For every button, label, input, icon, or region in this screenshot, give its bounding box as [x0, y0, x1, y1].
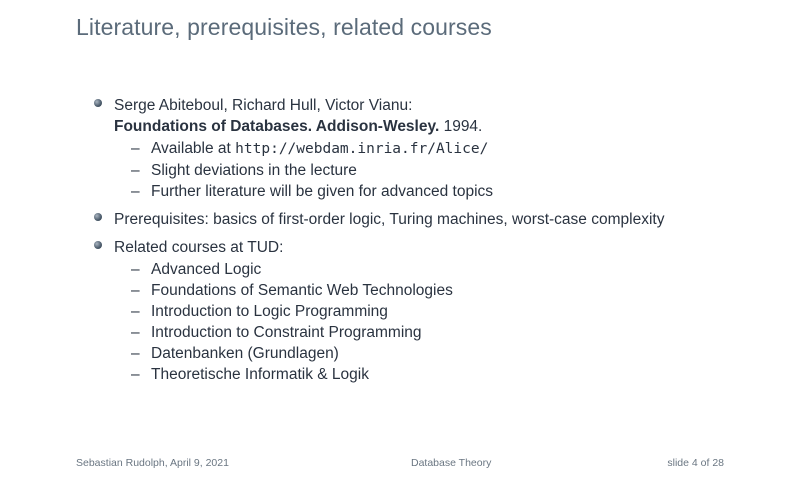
sub-item-further: [114, 181, 774, 202]
book-title: Foundations of Databases. Addison-Wesley.: [114, 118, 440, 135]
course-item: [114, 280, 774, 301]
course-name: Introduction to Logic Programming: [151, 303, 388, 320]
course-item: [114, 364, 774, 385]
dash-icon: –: [131, 282, 140, 299]
course-item: [114, 259, 774, 280]
dash-icon: –: [131, 162, 140, 179]
dash-icon: –: [131, 183, 140, 200]
course-item: [114, 301, 774, 322]
bullet-icon: [94, 213, 102, 221]
course-name: Introduction to Constraint Programming: [151, 324, 422, 341]
course-item: [114, 322, 774, 343]
slide-title: Literature, prerequisites, related courses: [76, 14, 492, 40]
deviations-text: Slight deviations in the lecture: [151, 162, 357, 179]
sub-item-available: [114, 138, 774, 160]
course-name: Foundations of Semantic Web Technologies: [151, 282, 453, 299]
further-text: Further literature will be given for advanced topics: [151, 183, 494, 200]
course-item: [114, 343, 774, 364]
dash-icon: –: [131, 303, 140, 320]
dash-icon: –: [131, 140, 140, 157]
available-url-link[interactable]: http://webdam.inria.fr/Alice/: [235, 141, 489, 157]
course-name: Datenbanken (Grundlagen): [151, 345, 339, 362]
footer-author-date: Sebastian Rudolph, April 9, 2021: [76, 457, 229, 469]
dash-icon: –: [131, 345, 140, 362]
dash-icon: –: [131, 324, 140, 341]
course-name: Theoretische Informatik & Logik: [151, 366, 369, 383]
bullet-prerequisites: [94, 209, 774, 230]
slide-content: [94, 95, 774, 392]
dash-icon: –: [131, 261, 140, 278]
related-courses-list: [114, 259, 774, 385]
book-year: 1994.: [439, 118, 483, 135]
footer-course-title: Database Theory: [411, 457, 492, 469]
dash-icon: –: [131, 366, 140, 383]
footer-slide-number: slide 4 of 28: [667, 457, 724, 469]
bullet-icon: [94, 99, 102, 107]
bullet-related-courses: [94, 237, 774, 385]
literature-authors: Serge Abiteboul, Richard Hull, Victor Vianu:: [114, 97, 413, 114]
available-prefix: Available at: [151, 140, 236, 157]
related-courses-label: Related courses at TUD:: [114, 239, 284, 256]
bullet-icon: [94, 241, 102, 249]
literature-book: [114, 116, 774, 137]
bullet-literature: [94, 95, 774, 202]
sub-item-deviations: [114, 160, 774, 181]
prerequisites-text: Prerequisites: basics of first-order logic, Turing machines, worst-case complexity: [114, 211, 665, 228]
course-name: Advanced Logic: [151, 261, 262, 278]
literature-sublist: [114, 138, 774, 202]
